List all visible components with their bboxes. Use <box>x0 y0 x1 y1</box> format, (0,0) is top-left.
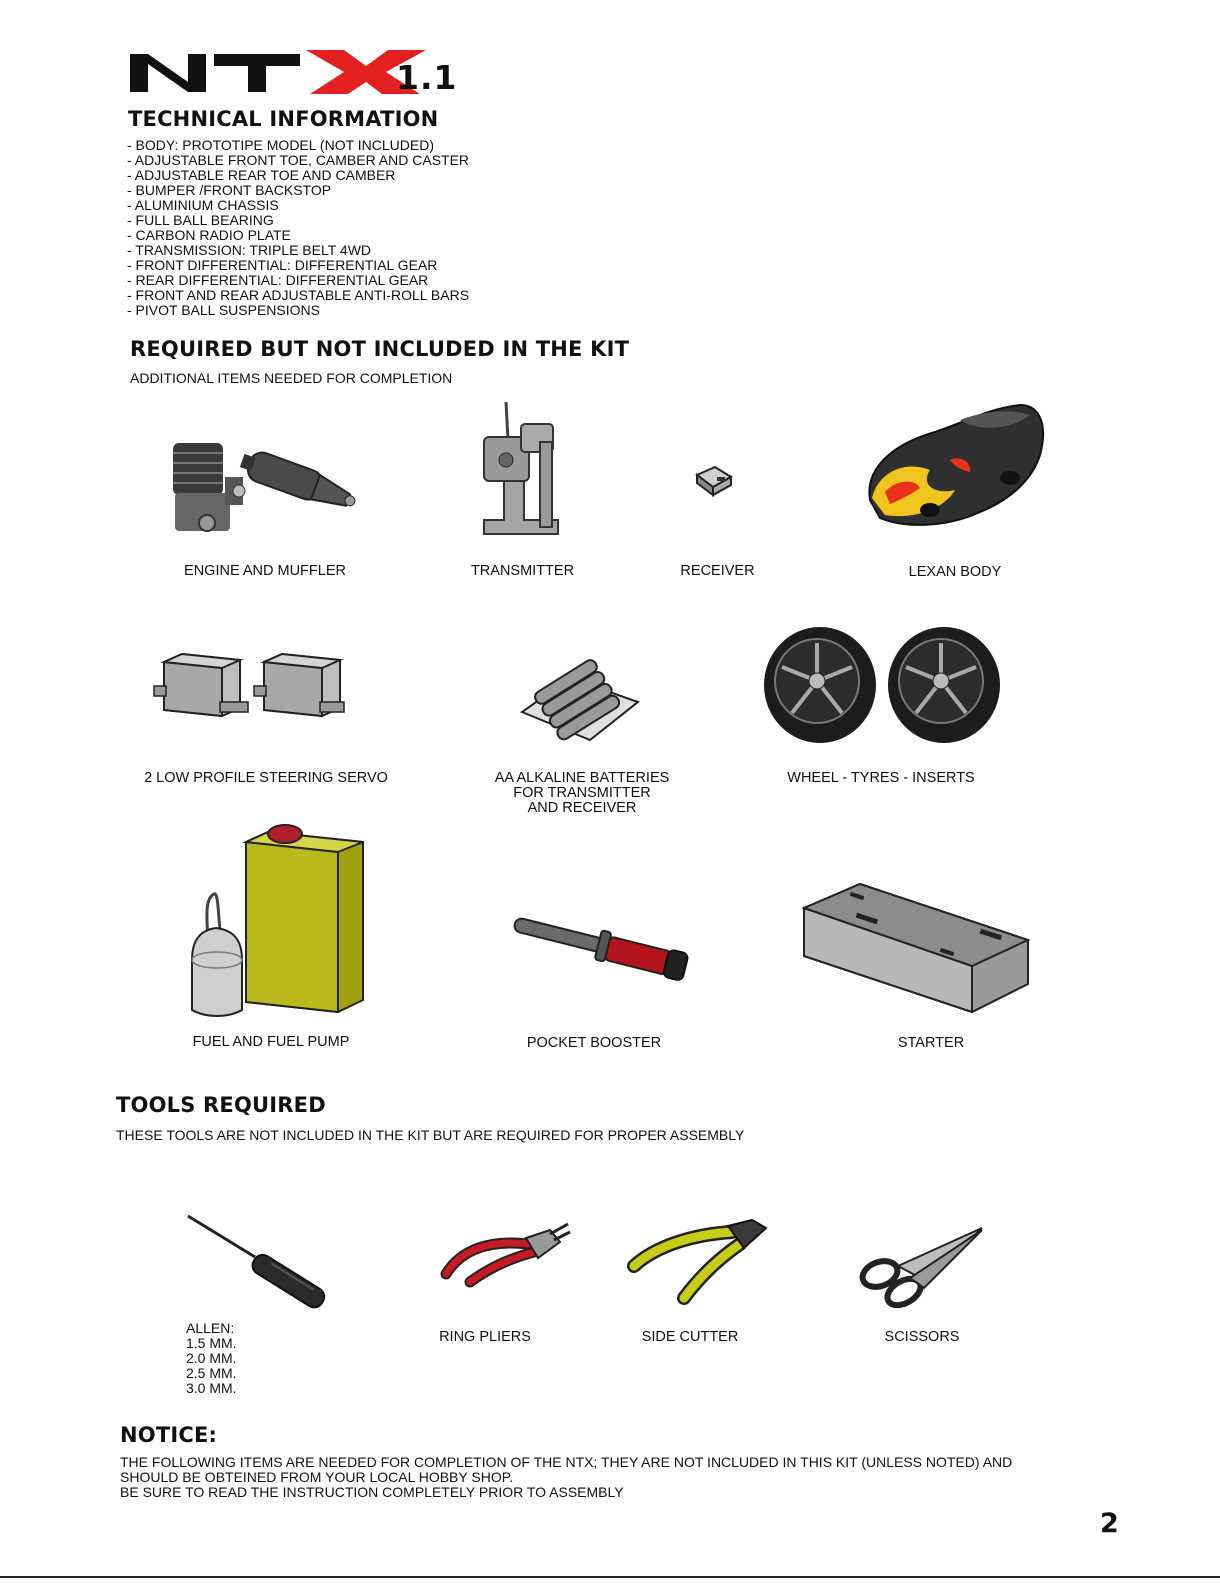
scissors-caption: SCISSORS <box>884 1329 960 1345</box>
technical-heading: TECHNICAL INFORMATION <box>128 107 439 131</box>
wheels-caption: WHEEL - TYRES - INSERTS <box>787 770 975 786</box>
spec-item: - FRONT AND REAR ADJUSTABLE ANTI-ROLL BARS <box>127 287 470 303</box>
ring-pliers-caption: RING PLIERS <box>439 1329 531 1345</box>
allen-size: 1.5 MM. <box>186 1335 237 1351</box>
logo-version: 1.1 <box>396 58 458 97</box>
bottom-divider <box>0 1576 1220 1578</box>
spec-item: - ADJUSTABLE FRONT TOE, CAMBER AND CASTER <box>127 152 470 168</box>
batteries-caption <box>482 771 682 816</box>
fuel-illustration <box>188 820 368 1020</box>
receiver-illustration <box>693 465 735 497</box>
allen-driver-illustration <box>185 1213 335 1311</box>
side-cutter-illustration <box>628 1218 770 1308</box>
lexan-body-caption: LEXAN BODY <box>908 564 1002 580</box>
spec-item: - FULL BALL BEARING <box>127 212 274 228</box>
tools-heading: TOOLS REQUIRED <box>116 1093 326 1117</box>
engine-muffler-caption: ENGINE AND MUFFLER <box>184 563 346 579</box>
pocket-booster-illustration <box>508 918 693 990</box>
engine-muffler-illustration <box>165 435 360 540</box>
spec-item: - ADJUSTABLE REAR TOE AND CAMBER <box>127 167 396 183</box>
starter-caption: STARTER <box>897 1035 965 1051</box>
pocket-booster-caption: POCKET BOOSTER <box>526 1035 662 1051</box>
allen-size: 2.0 MM. <box>186 1350 237 1366</box>
spec-item: - PIVOT BALL SUSPENSIONS <box>127 302 320 318</box>
batteries-illustration <box>520 650 640 742</box>
allen-size: 2.5 MM. <box>186 1365 237 1381</box>
batteries-caption-line: AND RECEIVER <box>527 800 637 816</box>
fuel-caption: FUEL AND FUEL PUMP <box>192 1034 350 1050</box>
spec-item: - REAR DIFFERENTIAL: DIFFERENTIAL GEAR <box>127 272 429 288</box>
transmitter-caption: TRANSMITTER <box>470 563 575 579</box>
page-number: 2 <box>1100 1508 1119 1539</box>
lexan-body-illustration <box>860 400 1050 535</box>
notice-body <box>120 1455 1120 1500</box>
starter-illustration <box>800 880 1032 1020</box>
servo-illustration <box>152 650 347 728</box>
scissors-illustration <box>858 1226 986 1308</box>
spec-item: - ALUMINIUM CHASSIS <box>127 197 279 213</box>
receiver-caption: RECEIVER <box>680 563 755 579</box>
required-subheading: ADDITIONAL ITEMS NEEDED FOR COMPLETION <box>130 370 453 386</box>
batteries-caption-line: AA ALKALINE BATTERIES <box>494 770 670 786</box>
batteries-caption-line: FOR TRANSMITTER <box>513 785 651 801</box>
spec-item: - TRANSMISSION: TRIPLE BELT 4WD <box>127 242 372 258</box>
allen-sizes <box>186 1321 237 1396</box>
allen-title: ALLEN: <box>186 1320 235 1336</box>
ring-pliers-illustration <box>442 1218 572 1288</box>
notice-heading: NOTICE: <box>120 1423 218 1447</box>
notice-line: THE FOLLOWING ITEMS ARE NEEDED FOR COMPLETION OF THE NTX; THEY ARE NOT INCLUDED IN THIS KIT (UNLESS NOTED) AND <box>120 1454 1013 1470</box>
allen-size: 3.0 MM. <box>186 1380 237 1396</box>
technical-spec-list <box>127 138 469 318</box>
notice-line: BE SURE TO READ THE INSTRUCTION COMPLETELY PRIOR TO ASSEMBLY <box>120 1484 624 1500</box>
side-cutter-caption: SIDE CUTTER <box>641 1329 739 1345</box>
required-heading: REQUIRED BUT NOT INCLUDED IN THE KIT <box>130 337 630 361</box>
spec-item: - CARBON RADIO PLATE <box>127 227 291 243</box>
spec-item: - BUMPER /FRONT BACKSTOP <box>127 182 332 198</box>
tools-subheading: THESE TOOLS ARE NOT INCLUDED IN THE KIT BUT ARE REQUIRED FOR PROPER ASSEMBLY <box>116 1127 745 1143</box>
wheels-illustration <box>762 625 1002 745</box>
spec-item: - FRONT DIFFERENTIAL: DIFFERENTIAL GEAR <box>127 257 438 273</box>
notice-line: SHOULD BE OBTEINED FROM YOUR LOCAL HOBBY SHOP. <box>120 1469 514 1485</box>
servo-caption: 2 LOW PROFILE STEERING SERVO <box>144 770 388 786</box>
spec-item: - BODY: PROTOTIPE MODEL (NOT INCLUDED) <box>127 137 435 153</box>
transmitter-illustration <box>476 402 566 547</box>
